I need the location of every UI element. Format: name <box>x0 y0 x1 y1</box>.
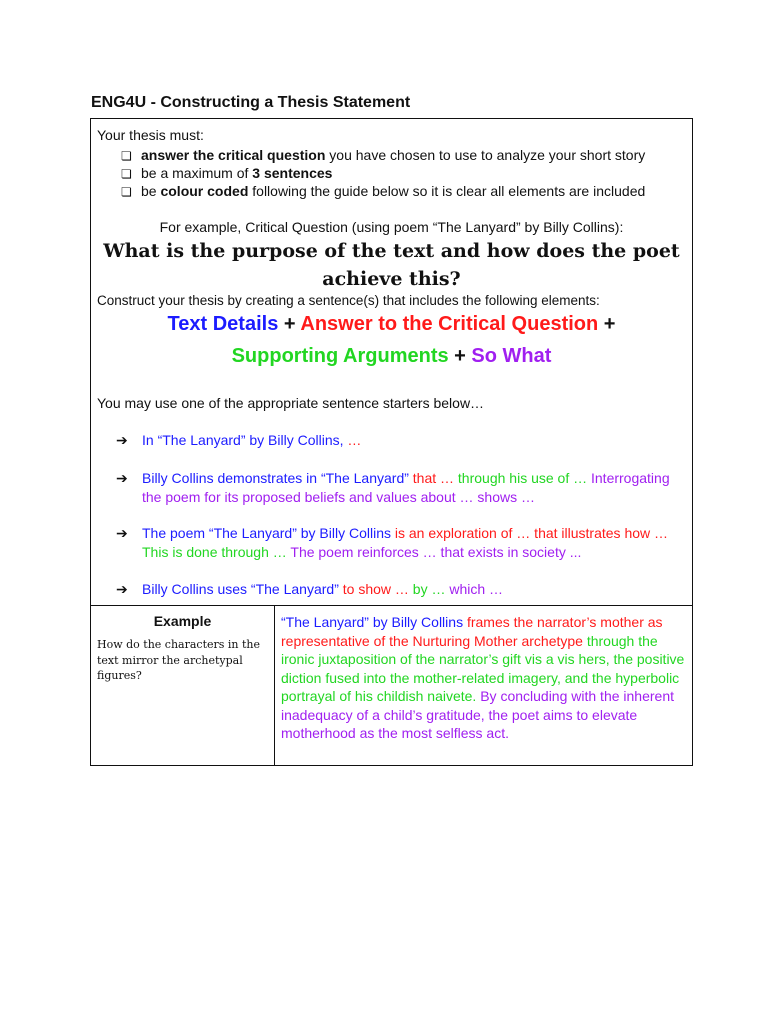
example-question: How do the characters in the text mirror the archetypal figures? <box>97 638 261 682</box>
requirements-list <box>121 146 645 200</box>
right-arrow-icon: ➔ <box>116 432 128 448</box>
checkbox-icon: ❏ <box>121 149 132 163</box>
checkbox-icon: ❏ <box>121 185 132 199</box>
checkbox-icon: ❏ <box>121 167 132 181</box>
right-arrow-icon: ➔ <box>116 470 128 486</box>
thesis-guide-table <box>90 118 693 766</box>
page-title: ENG4U - Constructing a Thesis Statement <box>91 94 411 111</box>
example-label-cell <box>91 606 275 766</box>
formula-answer: Answer to the Critical Question <box>300 313 599 335</box>
right-arrow-icon: ➔ <box>116 525 128 541</box>
sentence-starter: ➔ Billy Collins uses “The Lanyard” to show … by … which … <box>116 581 504 597</box>
critical-question: What is the purpose of the text and how does the poet achieve this? <box>103 240 680 290</box>
formula-text-details: Text Details <box>167 313 279 335</box>
sentence-starter: ➔ In “The Lanyard” by Billy Collins, … <box>116 432 362 448</box>
requirement-item: ❏ be a maximum of 3 sentences <box>121 165 333 181</box>
example-row <box>91 605 692 766</box>
formula-supporting: Supporting Arguments <box>231 345 449 367</box>
requirement-item: ❏ be colour coded following the guide below so it is clear all elements are included <box>121 183 646 199</box>
formula-line-1 <box>91 313 692 336</box>
formula-plus: + <box>283 313 296 335</box>
right-arrow-icon: ➔ <box>116 581 128 597</box>
formula-line-2 <box>91 345 692 368</box>
starters-intro: You may use one of the appropriate sentence starters below… <box>97 395 485 411</box>
example-thesis: “The Lanyard” by Billy Collins frames the narrator’s mother as representative of the Nurturing Mother archetype through the ironic juxtaposition of the narrator’s gift vis a vis hers, the positive diction fused into the mother-related imagery, and the hyperbolic portrayal of his childish naivete. By concluding with the inherent inadequacy of a child’s gratitude, the poet aims to elevate motherhood as the most selfless act. <box>281 614 685 741</box>
formula-plus: + <box>603 313 616 335</box>
intro-text: Your thesis must: <box>97 127 204 143</box>
example-intro: For example, Critical Question (using poem “The Lanyard” by Billy Collins): <box>159 219 624 235</box>
requirement-item: ❏ answer the critical question you have chosen to use to analyze your short story <box>121 147 646 163</box>
instructions-cell <box>91 119 692 605</box>
sentence-starter: ➔ Billy Collins demonstrates in “The Lanyard” that … through his use of … Interrogating the poem for its proposed beliefs and values about … shows … <box>116 470 670 505</box>
construct-instruction: Construct your thesis by creating a sentence(s) that includes the following elements: <box>97 293 600 308</box>
example-heading: Example <box>153 613 212 629</box>
formula-so-what: So What <box>471 345 552 367</box>
formula-plus: + <box>454 345 466 367</box>
sentence-starter: ➔ The poem “The Lanyard” by Billy Collins is an exploration of … that illustrates how … This is done through … The poem reinforces … that exists in society ... <box>116 525 669 560</box>
